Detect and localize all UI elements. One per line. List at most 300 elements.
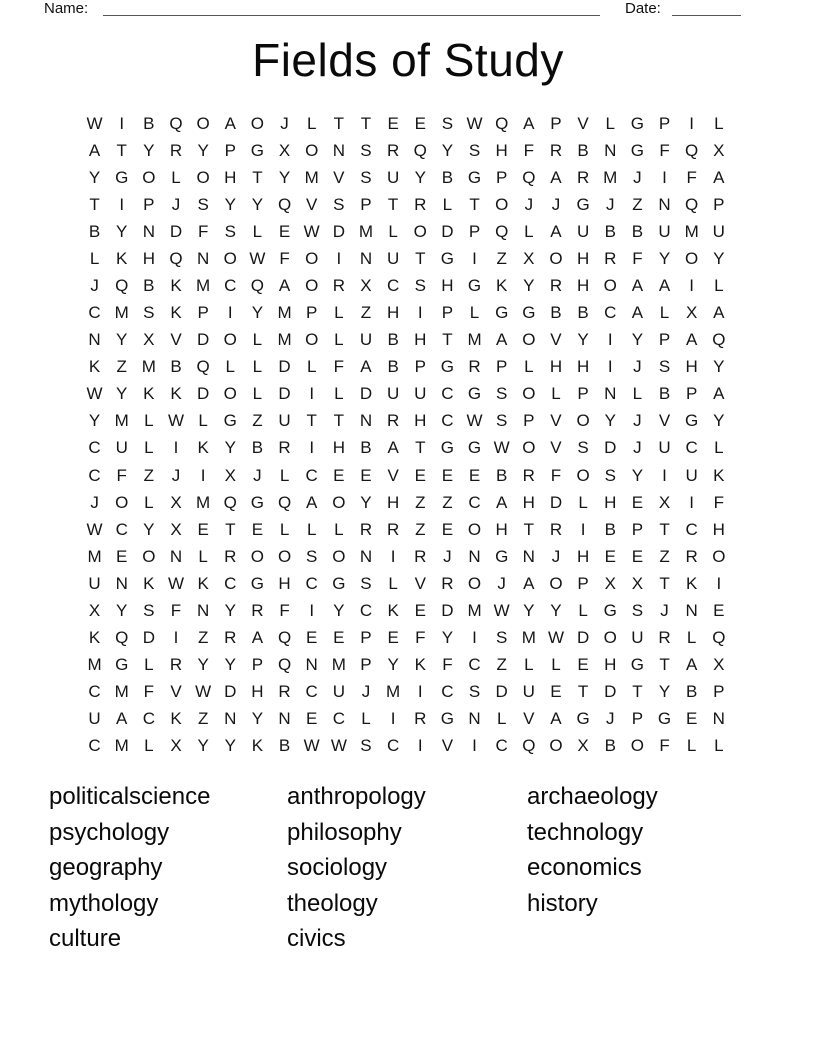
grid-cell: Y (224, 655, 236, 675)
grid-cell: O (223, 330, 237, 350)
grid-cell: W (167, 573, 185, 593)
grid-cell: U (88, 709, 101, 729)
grid-cell: C (332, 709, 345, 729)
grid-cell: W (493, 438, 510, 458)
grid-cell: B (496, 465, 508, 485)
grid-cell: X (88, 600, 101, 620)
grid-cell: I (309, 600, 315, 620)
grid-cell: T (577, 682, 589, 702)
grid-cell: I (662, 167, 667, 187)
grid-cell: Q (277, 655, 292, 675)
grid-cell: K (170, 303, 182, 323)
grid-cell: Q (250, 276, 265, 295)
grid-cell: K (116, 248, 128, 268)
grid-cell: C (305, 573, 318, 593)
grid-cell: F (415, 628, 426, 648)
grid-row (81, 706, 732, 733)
grid-cell: O (142, 546, 156, 566)
grid-cell: B (604, 221, 616, 241)
grid-cell: K (170, 709, 182, 729)
grid-cell: N (196, 248, 210, 268)
grid-cell: D (278, 384, 291, 404)
grid-cell: Y (143, 519, 155, 539)
grid-cell: U (658, 221, 671, 241)
grid-cell: N (359, 546, 373, 566)
grid-cell: Q (522, 736, 536, 756)
grid-cell: L (306, 519, 317, 539)
grid-cell: E (360, 465, 372, 485)
grid-cell: S (360, 573, 372, 593)
grid-cell: J (361, 682, 371, 702)
grid-cell: R (549, 140, 563, 160)
grid-cell: E (414, 465, 426, 485)
grid-cell: X (713, 140, 725, 160)
grid-cell: W (466, 411, 483, 431)
grid-cell: F (713, 492, 724, 512)
grid-cell: Y (414, 167, 426, 187)
grid-cell: N (359, 248, 373, 268)
grid-cell: W (86, 113, 103, 133)
grid-cell: U (712, 221, 725, 241)
grid-cell: V (550, 411, 562, 431)
grid-cell: H (604, 492, 617, 512)
grid-cell: F (197, 221, 209, 241)
grid-cell: P (360, 655, 372, 675)
grid-cell: O (305, 248, 319, 268)
grid-cell: Y (713, 248, 725, 268)
grid-cell: R (604, 248, 617, 268)
grid-row (81, 300, 732, 327)
grid-cell: Y (88, 411, 101, 431)
grid-cell: T (225, 519, 236, 539)
grid-cell: L (714, 113, 724, 133)
grid-cell: T (387, 194, 399, 214)
grid-cell: K (496, 276, 508, 295)
grid-cell: P (685, 384, 698, 404)
grid-row (81, 272, 732, 299)
grid-cell: M (87, 655, 102, 675)
grid-cell: L (686, 736, 697, 756)
grid-cell: O (305, 276, 319, 295)
grid-cell: L (252, 221, 263, 241)
grid-cell: B (658, 384, 671, 404)
grid-cell: L (171, 167, 181, 187)
grid-cell: D (441, 221, 454, 241)
grid-cell: D (224, 682, 237, 702)
grid-cell: V (333, 167, 345, 187)
word-list-item: psychology (49, 818, 170, 846)
grid-cell: L (144, 736, 154, 756)
grid-cell: X (577, 736, 589, 756)
grid-cell: E (333, 628, 345, 648)
grid-cell: L (605, 113, 615, 133)
grid-cell: A (278, 276, 291, 295)
grid-cell: H (142, 248, 155, 268)
grid-cell: Y (577, 330, 589, 350)
grid-cell: L (334, 519, 344, 539)
grid-cell: R (359, 519, 373, 539)
grid-cell: F (170, 600, 182, 620)
grid-cell: B (170, 357, 182, 377)
grid-row (81, 110, 732, 137)
grid-cell: L (198, 546, 208, 566)
grid-cell: F (143, 682, 155, 702)
grid-cell: H (441, 276, 454, 295)
grid-cell: L (198, 411, 208, 431)
grid-cell: Z (496, 248, 507, 268)
grid-cell: B (251, 438, 264, 458)
grid-cell: U (522, 682, 535, 702)
grid-cell: O (549, 248, 563, 268)
grid-cell: N (685, 600, 698, 620)
grid-cell: R (251, 600, 264, 620)
grid-cell: Q (277, 492, 292, 512)
grid-cell: T (415, 248, 426, 268)
grid-cell: Q (277, 628, 292, 648)
grid-cell: O (223, 248, 237, 268)
grid-cell: U (685, 465, 698, 485)
date-label: Date: (625, 0, 661, 17)
grid-cell: O (522, 438, 536, 458)
grid-cell: Q (196, 357, 210, 377)
word-list-column (49, 779, 210, 957)
grid-cell: Q (712, 628, 726, 648)
grid-cell: U (414, 384, 427, 404)
grid-cell: L (496, 709, 507, 729)
grid-cell: X (658, 492, 671, 512)
grid-cell: J (605, 709, 615, 729)
grid-cell: S (577, 438, 589, 458)
grid-cell: Q (712, 330, 726, 350)
grid-cell: E (713, 600, 725, 620)
grid-cell: G (495, 303, 509, 323)
grid-cell: R (468, 357, 481, 377)
grid-cell: L (144, 655, 154, 675)
grid-cell: A (631, 303, 644, 323)
grid-cell: G (657, 709, 672, 729)
grid-cell: X (685, 303, 698, 323)
grid-cell: K (251, 736, 264, 756)
grid-cell: C (305, 465, 318, 485)
grid-cell: I (173, 628, 179, 648)
grid-cell: V (441, 736, 454, 756)
grid-cell: X (170, 519, 182, 539)
grid-cell: U (386, 248, 400, 268)
grid-cell: W (466, 113, 483, 133)
grid-cell: B (441, 167, 454, 187)
grid-cell: E (306, 628, 318, 648)
grid-cell: R (549, 519, 563, 539)
grid-cell: L (334, 303, 344, 323)
grid-cell: M (304, 167, 319, 187)
grid-cell: G (332, 573, 346, 593)
grid-cell: J (171, 194, 181, 214)
grid-cell: V (170, 682, 182, 702)
grid-cell: M (114, 736, 129, 756)
grid-cell: G (495, 546, 509, 566)
grid-cell: A (685, 655, 698, 675)
grid-cell: G (630, 113, 644, 133)
grid-cell: N (468, 546, 481, 566)
grid-cell: I (716, 573, 722, 593)
grid-cell: P (251, 655, 264, 675)
grid-cell: X (523, 248, 535, 268)
grid-cell: L (659, 303, 670, 323)
grid-cell: D (142, 628, 155, 648)
grid-cell: Y (116, 330, 128, 350)
grid-cell: Y (224, 194, 236, 214)
grid-cell: I (227, 303, 233, 323)
grid-cell: O (522, 384, 536, 404)
grid-cell: F (279, 600, 290, 620)
grid-cell: E (631, 546, 644, 566)
grid-cell: C (685, 519, 698, 539)
grid-cell: G (522, 303, 536, 323)
grid-cell: R (549, 276, 563, 295)
grid-cell: R (278, 438, 291, 458)
grid-cell: E (306, 709, 318, 729)
grid-cell: L (252, 384, 263, 404)
grid-cell: K (414, 655, 426, 675)
grid-cell: M (684, 221, 699, 241)
grid-cell: S (360, 167, 372, 187)
grid-cell: Y (224, 438, 236, 458)
grid-cell: K (197, 438, 209, 458)
grid-cell: N (88, 330, 101, 350)
grid-cell: L (442, 194, 453, 214)
grid-cell: T (469, 194, 480, 214)
grid-cell: G (576, 709, 590, 729)
grid-cell: Y (441, 628, 454, 648)
grid-cell: B (604, 736, 616, 756)
grid-cell: Y (278, 167, 291, 187)
grid-cell: K (713, 465, 725, 485)
grid-cell: L (306, 113, 317, 133)
grid-cell: G (685, 411, 699, 431)
grid-cell: E (441, 519, 454, 539)
grid-cell: J (633, 438, 642, 458)
grid-cell: C (468, 655, 481, 675)
grid-cell: J (551, 194, 561, 214)
grid-cell: L (252, 357, 263, 377)
grid-cell: K (88, 628, 101, 648)
grid-row (81, 408, 732, 435)
word-list-item: geography (49, 854, 163, 882)
grid-cell: R (278, 682, 291, 702)
grid-row (81, 652, 732, 679)
grid-row (81, 679, 732, 706)
grid-cell: H (712, 519, 725, 539)
grid-cell: C (88, 303, 101, 323)
grid-cell: C (495, 736, 508, 756)
grid-cell: H (576, 276, 590, 295)
grid-cell: O (467, 519, 482, 539)
grid-cell: H (495, 519, 508, 539)
grid-cell: P (523, 411, 535, 431)
grid-cell: F (659, 140, 670, 160)
grid-cell: D (549, 492, 563, 512)
grid-cell: N (522, 546, 535, 566)
grid-cell: P (441, 303, 454, 323)
grid-cell: E (468, 465, 481, 485)
grid-cell: Q (277, 194, 292, 214)
grid-cell: O (576, 465, 590, 485)
grid-cell: D (604, 438, 617, 458)
grid-cell: O (332, 546, 346, 566)
grid-cell: B (278, 736, 291, 756)
grid-cell: H (414, 330, 427, 350)
grid-cell: L (144, 492, 154, 512)
grid-cell: Y (251, 709, 264, 729)
grid-cell: T (333, 411, 345, 431)
grid-cell: P (496, 167, 508, 187)
grid-cell: J (171, 465, 181, 485)
grid-cell: M (386, 682, 401, 702)
grid-cell: T (523, 519, 535, 539)
grid-cell: C (305, 682, 318, 702)
grid-row (81, 624, 732, 651)
grid-cell: H (332, 438, 345, 458)
grid-row (81, 435, 732, 462)
grid-cell: W (249, 248, 266, 268)
grid-cell: Y (713, 357, 725, 377)
grid-cell: I (200, 465, 206, 485)
grid-cell: G (467, 167, 482, 187)
grid-cell: U (386, 384, 400, 404)
grid-cell: C (88, 736, 101, 756)
grid-cell: V (170, 330, 182, 350)
grid-cell: E (387, 113, 399, 133)
grid-cell: K (197, 573, 209, 593)
grid-cell: N (224, 709, 237, 729)
grid-cell: N (712, 709, 725, 729)
grid-cell: O (630, 736, 644, 756)
word-list-item: philosophy (287, 818, 402, 846)
grid-cell: T (659, 573, 670, 593)
grid-cell: J (443, 546, 452, 566)
grid-cell: Q (223, 492, 237, 512)
grid-cell: N (196, 600, 210, 620)
grid-cell: M (196, 276, 211, 295)
grid-cell: A (713, 167, 725, 187)
grid-cell: O (115, 492, 129, 512)
grid-cell: C (88, 465, 101, 485)
grid-cell: B (143, 113, 155, 133)
grid-cell: Y (658, 248, 671, 268)
grid-cell: G (467, 438, 482, 458)
grid-cell: C (441, 411, 454, 431)
grid-cell: C (88, 682, 101, 702)
grid-cell: C (604, 303, 617, 323)
grid-cell: Z (252, 411, 263, 431)
grid-cell: I (417, 736, 423, 756)
word-list-item: archaeology (527, 783, 658, 810)
grid-cell: Y (604, 411, 616, 431)
grid-cell: B (604, 519, 616, 539)
grid-cell: B (387, 357, 399, 377)
grid-cell: G (630, 655, 644, 675)
grid-cell: D (332, 221, 345, 241)
grid-cell: P (224, 140, 236, 160)
grid-cell: O (685, 248, 699, 268)
grid-cell: A (88, 140, 101, 160)
grid-cell: L (551, 655, 561, 675)
grid-cell: P (658, 113, 671, 133)
grid-cell: J (660, 600, 669, 620)
grid-cell: S (306, 546, 318, 566)
grid-cell: I (417, 303, 423, 323)
grid-cell: Y (333, 600, 345, 620)
grid-cell: W (547, 628, 564, 648)
grid-cell: M (196, 492, 211, 512)
grid-cell: V (658, 411, 671, 431)
grid-cell: L (279, 519, 290, 539)
grid-cell: Z (496, 655, 507, 675)
grid-cell: H (549, 357, 563, 377)
grid-cell: Z (659, 546, 670, 566)
grid-cell: F (116, 465, 127, 485)
grid-cell: U (576, 221, 590, 241)
grid-cell: N (278, 709, 291, 729)
grid-cell: A (496, 492, 508, 512)
grid-cell: Y (143, 140, 155, 160)
grid-cell: G (115, 655, 129, 675)
grid-cell: L (89, 248, 100, 268)
grid-cell: E (685, 709, 698, 729)
grid-cell: C (224, 573, 237, 593)
grid-cell: S (496, 384, 508, 404)
grid-cell: Y (88, 167, 101, 187)
grid-cell: G (440, 357, 455, 377)
grid-cell: S (360, 736, 372, 756)
grid-cell: X (143, 330, 155, 350)
grid-cell: H (386, 492, 400, 512)
grid-cell: Q (495, 113, 509, 133)
grid-cell: Z (360, 303, 372, 323)
grid-cell: Q (522, 167, 536, 187)
grid-cell: G (250, 573, 265, 593)
grid-cell: O (413, 221, 427, 241)
grid-cell: M (521, 628, 536, 648)
grid-cell: O (603, 276, 617, 295)
grid-cell: X (278, 140, 291, 160)
grid-cell: W (167, 411, 185, 431)
grid-cell: Y (713, 411, 725, 431)
grid-cell: M (467, 600, 482, 620)
grid-cell: P (360, 628, 372, 648)
grid-cell: D (359, 384, 373, 404)
grid-cell: O (196, 167, 210, 187)
grid-cell: T (415, 438, 426, 458)
word-list-item: economics (527, 854, 642, 882)
grid-cell: Q (169, 248, 183, 268)
grid-cell: L (524, 221, 534, 241)
grid-cell: C (88, 438, 101, 458)
word-list-item: sociology (287, 854, 388, 882)
grid-cell: E (604, 546, 616, 566)
grid-cell: B (631, 221, 644, 241)
grid-cell: O (305, 140, 319, 160)
grid-cell: G (630, 140, 644, 160)
grid-cell: W (195, 682, 212, 702)
grid-cell: R (414, 194, 427, 214)
grid-cell: P (143, 194, 155, 214)
grid-cell: A (116, 709, 128, 729)
grid-cell: R (414, 546, 427, 566)
grid-cell: O (549, 736, 563, 756)
grid-cell: F (686, 167, 697, 187)
grid-cell: L (388, 573, 398, 593)
